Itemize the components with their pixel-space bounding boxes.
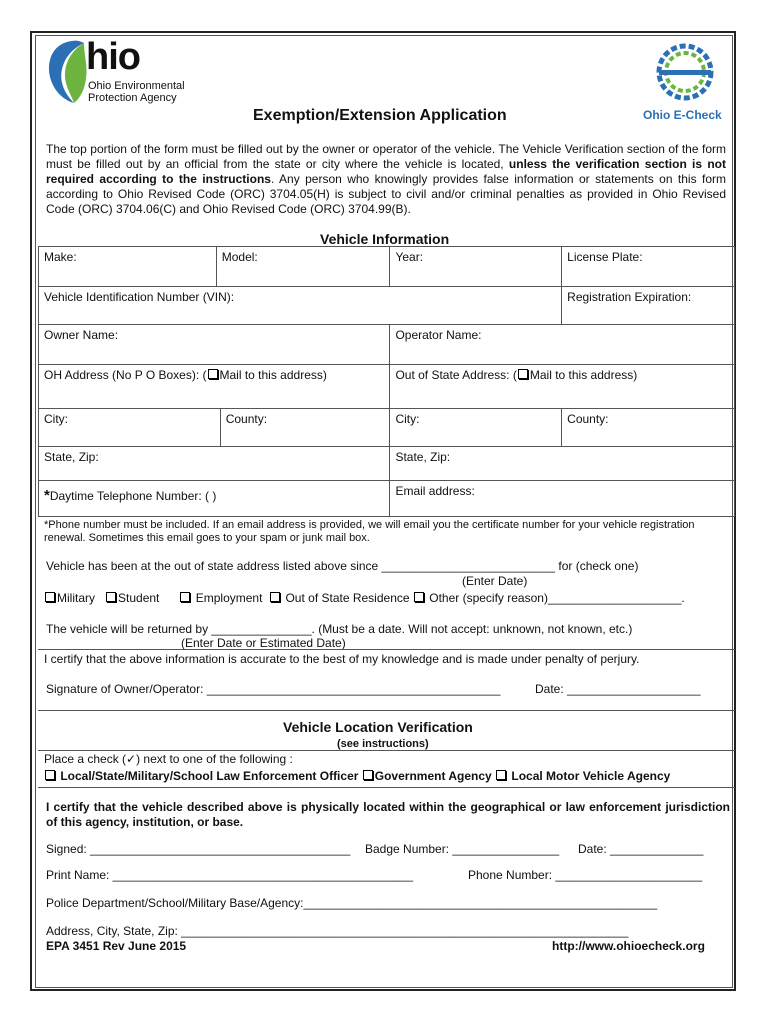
- make-field[interactable]: Make:: [39, 247, 217, 287]
- checkbox[interactable]: [496, 770, 506, 780]
- returned-hint: (Enter Date or Estimated Date): [181, 636, 346, 650]
- print-name-field[interactable]: Print Name: _____________________________________________: [46, 868, 414, 882]
- mail-checkbox[interactable]: [518, 369, 528, 379]
- divider: [38, 787, 735, 788]
- phone-note: *Phone number must be included. If an email address is provided, we will email you the certificate number for your vehicle registration renewal. Sometimes this email goes to your spam or junk mail box.: [44, 519, 695, 544]
- owner-signature-field[interactable]: Signature of Owner/Operator: ____________________________________________: [46, 682, 501, 696]
- badge-number-field[interactable]: Badge Number: ________________: [365, 842, 560, 856]
- oh-state-zip-field[interactable]: State, Zip:: [39, 447, 390, 481]
- checkbox[interactable]: [414, 592, 424, 602]
- owner-date-field[interactable]: Date: ____________________: [535, 682, 701, 696]
- checkbox[interactable]: [106, 592, 116, 602]
- year-field[interactable]: Year:: [390, 247, 562, 287]
- checkbox[interactable]: [363, 770, 373, 780]
- oos-address-field[interactable]: Out of State Address: ( Mail to this address): [390, 365, 735, 409]
- reason-employment[interactable]: Employment: [179, 591, 262, 605]
- checkbox[interactable]: [180, 592, 190, 602]
- oh-address-field[interactable]: OH Address (No P O Boxes): ( Mail to this address): [39, 365, 390, 409]
- vehicle-info-table: [38, 246, 735, 517]
- intro-paragraph: The top portion of the form must be filled out by the owner or operator of the vehicle. The Vehicle Verification section of the form must be filled out by an official from the state or city where the vehicle is located, unless the verification section is not required according to the instructions. Any person who knowingly provides false information or statements on this form according to Ohio Revised Code (ORC) 3704.05(H) is subject to civil and/or criminal penalties as provided in Ohio Revised Code (ORC) 3704.06(C) and Ohio Revised Code (ORC) 3704.99(B).: [46, 142, 726, 216]
- mail-checkbox[interactable]: [208, 369, 218, 379]
- divider: [38, 710, 735, 711]
- agency-name: Ohio Environmental Protection Agency: [88, 80, 185, 104]
- enter-date-hint: (Enter Date): [462, 574, 528, 588]
- reason-options: [44, 591, 685, 605]
- option-motor-vehicle-agency[interactable]: Local Motor Vehicle Agency: [495, 769, 670, 783]
- model-field[interactable]: Model:: [216, 247, 390, 287]
- page-title: Exemption/Extension Application: [253, 107, 507, 124]
- phone-field[interactable]: *Daytime Telephone Number: ( ): [39, 481, 390, 517]
- divider: [38, 750, 735, 751]
- reason-student[interactable]: Student: [105, 591, 159, 605]
- option-government-agency[interactable]: Government Agency: [362, 769, 492, 783]
- website-link[interactable]: http://www.ohioecheck.org: [552, 939, 705, 953]
- reason-military[interactable]: Military: [44, 591, 95, 605]
- divider: [38, 649, 735, 650]
- owner-certify: I certify that the above information is accurate to the best of my knowledge and is made under penalty of perjury.: [44, 652, 640, 666]
- returned-line: The vehicle will be returned by _______________. (Must be a date. Will not accept: unknown, not known, etc.): [46, 622, 633, 636]
- official-date-field[interactable]: Date: ______________: [578, 842, 704, 856]
- email-field[interactable]: Email address:: [390, 481, 735, 517]
- vehicle-info-title: Vehicle Information: [320, 231, 450, 247]
- location-title: Vehicle Location Verification: [283, 719, 473, 735]
- signed-field[interactable]: Signed: _______________________________________: [46, 842, 351, 856]
- operator-name-field[interactable]: Operator Name:: [390, 325, 735, 365]
- registration-expiration-field[interactable]: Registration Expiration:: [562, 287, 735, 325]
- reason-other[interactable]: Other (specify reason)____________________.: [413, 591, 685, 605]
- echeck-brand: Ohio E-Check: [643, 108, 722, 122]
- oh-city-field[interactable]: City:: [39, 409, 221, 447]
- vin-field[interactable]: Vehicle Identification Number (VIN):: [39, 287, 562, 325]
- ohio-logo-word: hio: [86, 36, 140, 78]
- oos-state-zip-field[interactable]: State, Zip:: [390, 447, 735, 481]
- oos-city-field[interactable]: City:: [390, 409, 562, 447]
- oos-county-field[interactable]: County:: [562, 409, 735, 447]
- phone-number-field[interactable]: Phone Number: ______________________: [468, 868, 703, 882]
- license-plate-field[interactable]: License Plate:: [562, 247, 735, 287]
- checkbox[interactable]: [45, 770, 55, 780]
- form-id: EPA 3451 Rev June 2015: [46, 939, 187, 953]
- reason-out-of-state[interactable]: Out of State Residence: [269, 591, 409, 605]
- oh-county-field[interactable]: County:: [220, 409, 390, 447]
- place-check-instruction: Place a check (✓) next to one of the following :: [44, 752, 293, 766]
- address-field[interactable]: Address, City, State, Zip: ___________________________________________________________________: [46, 924, 629, 938]
- police-department-field[interactable]: Police Department/School/Military Base/Agency:_____________________________________________________: [46, 896, 658, 910]
- location-subtitle: (see instructions): [337, 738, 429, 750]
- since-date-line: Vehicle has been at the out of state address listed above since __________________________ for (check one): [46, 559, 639, 573]
- agency-type-options: [44, 769, 670, 783]
- checkbox[interactable]: [45, 592, 55, 602]
- checkbox[interactable]: [270, 592, 280, 602]
- location-certify: I certify that the vehicle described above is physically located within the geographical or law enforcement jurisdiction of this agency, institution, or base.: [46, 800, 730, 829]
- option-law-enforcement[interactable]: Local/State/Military/School Law Enforcement Officer: [44, 769, 358, 783]
- owner-name-field[interactable]: Owner Name:: [39, 325, 390, 365]
